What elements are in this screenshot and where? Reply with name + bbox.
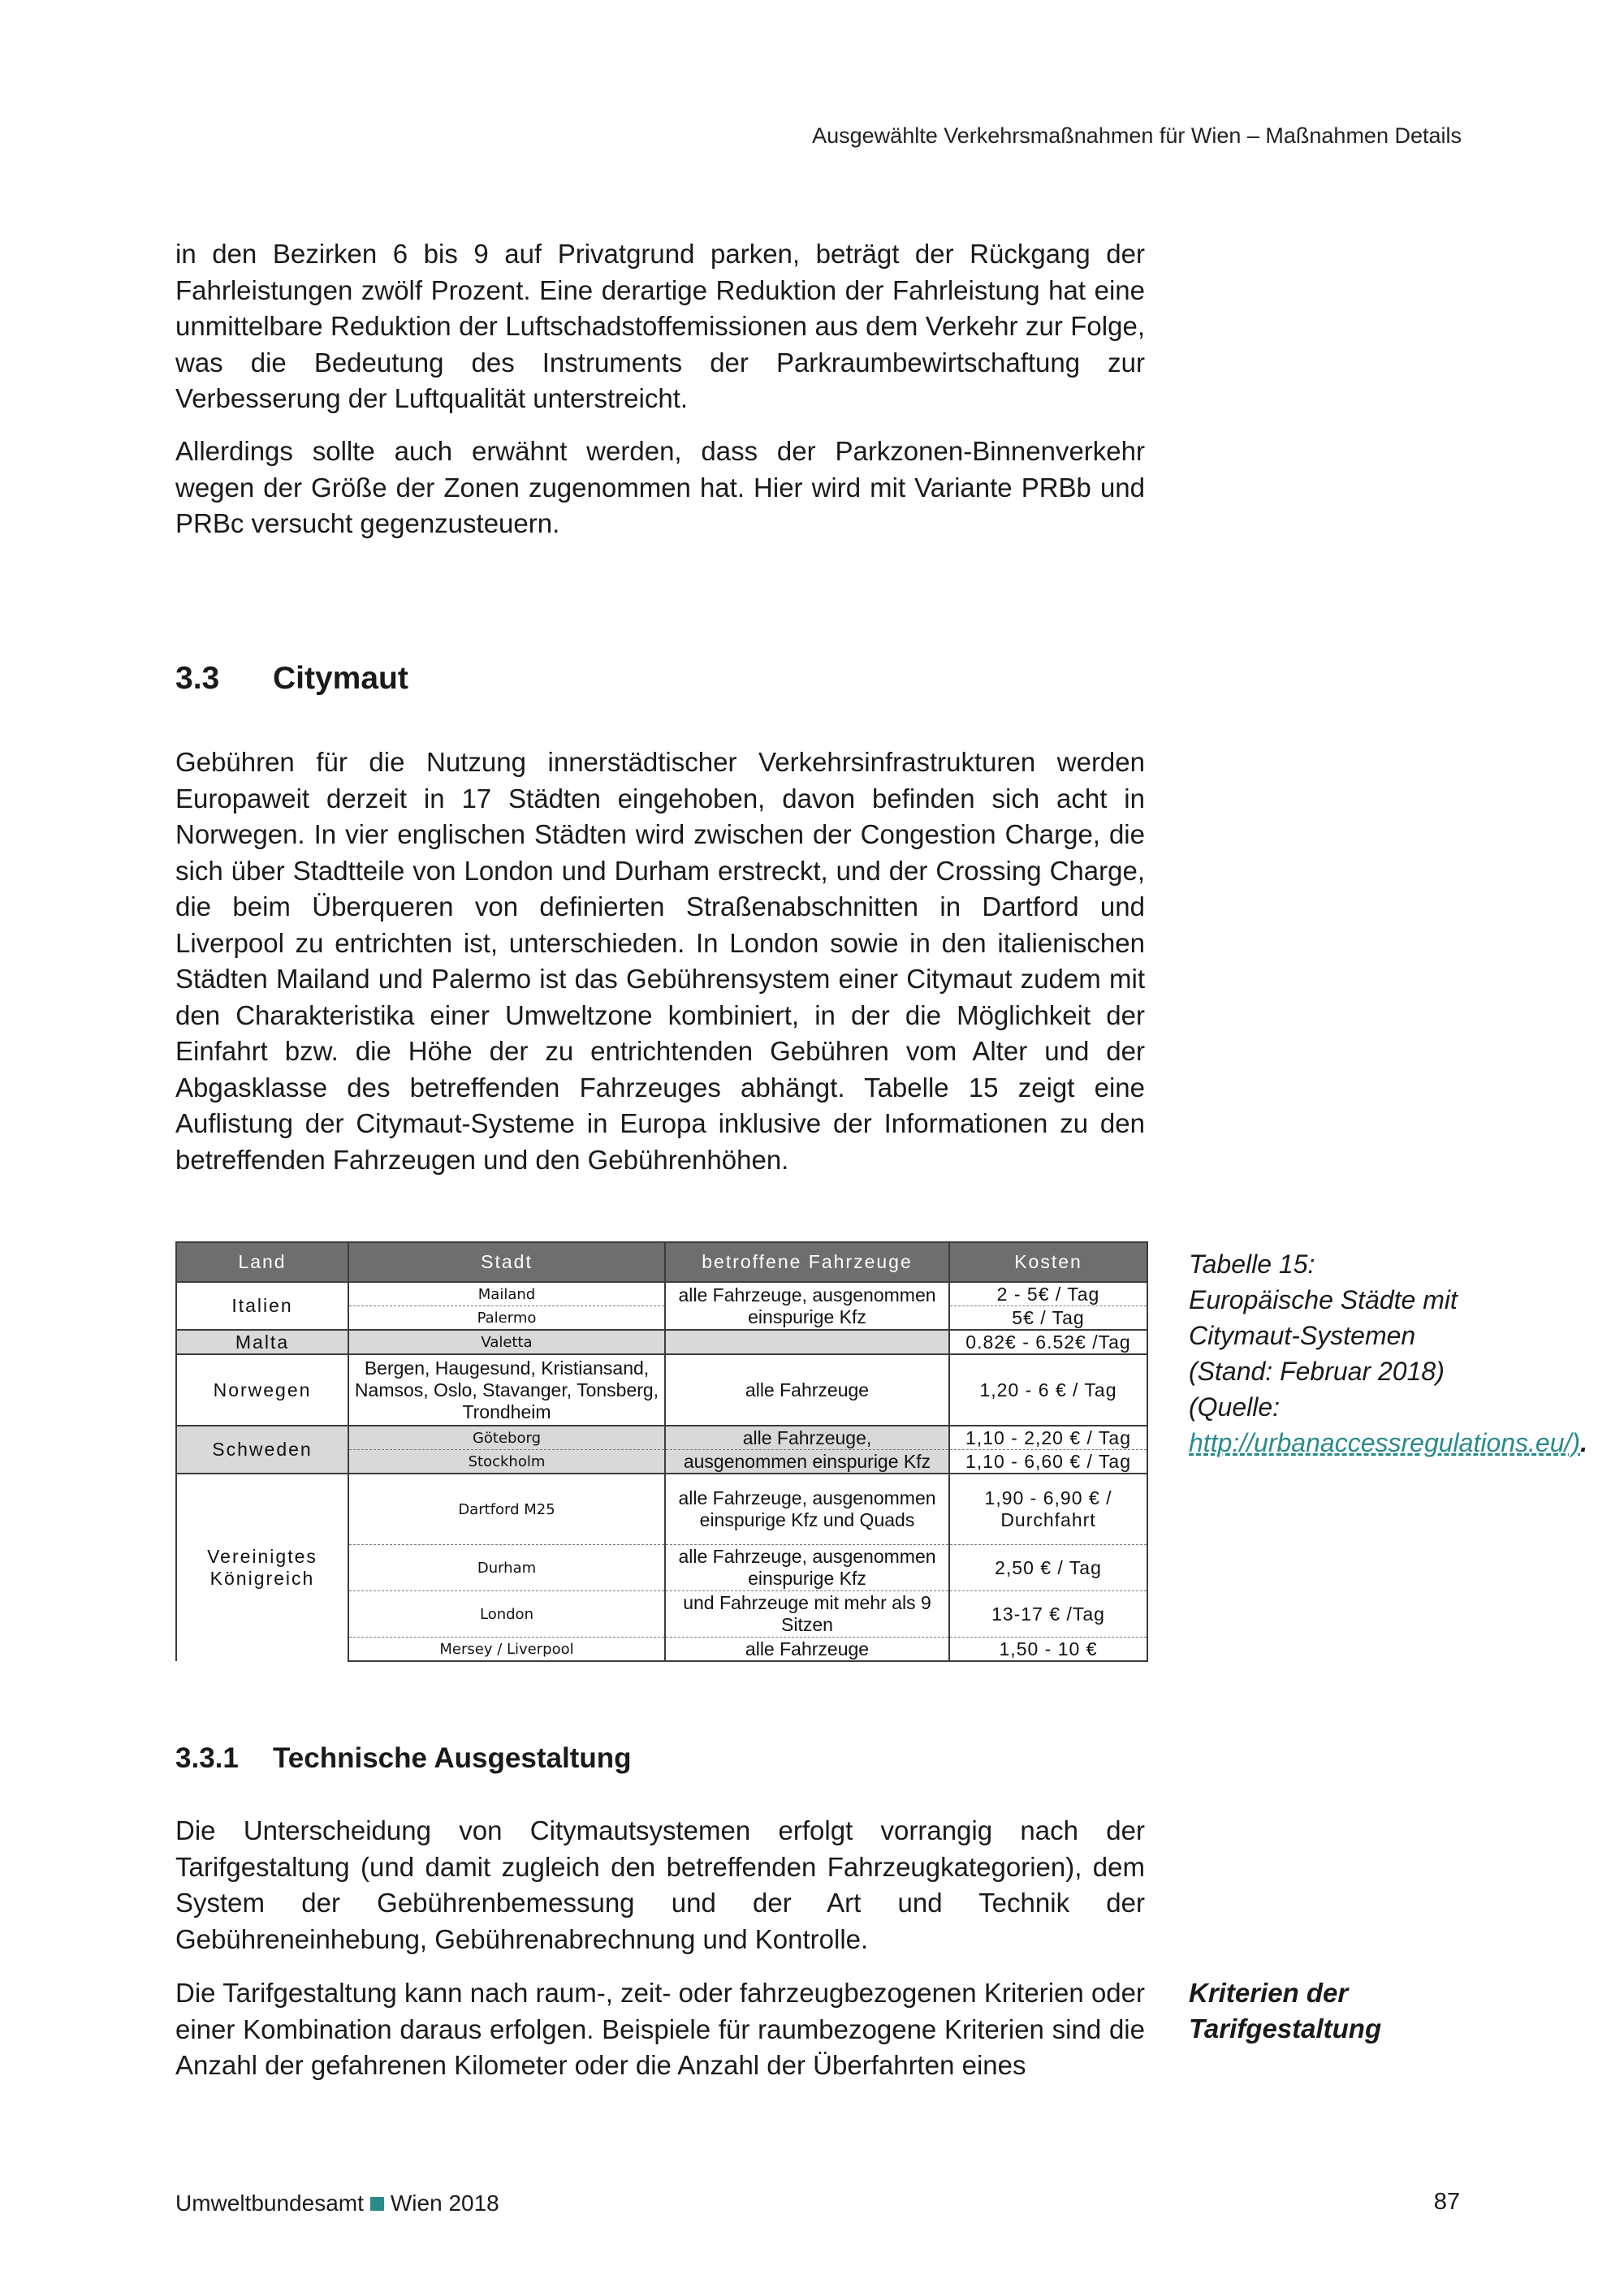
cell-cost-dartford: 1,90 - 6,90 € / Durchfahrt <box>949 1474 1147 1545</box>
cell-cost-valetta: 0.82€ - 6.52€ /Tag <box>949 1330 1147 1354</box>
subsection-number: 3.3.1 <box>175 1742 239 1774</box>
table-row <box>176 1426 1147 1450</box>
header-land: Land <box>176 1242 348 1282</box>
header-fahrzeuge: betroffene Fahrzeuge <box>665 1242 949 1282</box>
subsection-title: Technische Ausgestaltung <box>273 1742 632 1774</box>
cell-city-palermo: Palermo <box>348 1306 665 1331</box>
body-paragraph-5: Die Tarifgestaltung kann nach raum-, zeit- oder fahrzeugbezogenen Kriterien oder einer Kombination daraus erfolgen. Beispiele für raumbezogene Kriterien sind die Anzahl der gefahrenen Kilometer oder die Anzahl der Überfahrten eines <box>175 1978 1145 2080</box>
section-heading <box>175 661 408 697</box>
cell-vehicles-mersey: alle Fahrzeuge <box>665 1638 949 1662</box>
running-header: Ausgewählte Verkehrsmaßnahmen für Wien – Maßnahmen Details <box>812 123 1462 148</box>
cell-city-valetta: Valetta <box>348 1330 665 1354</box>
body-paragraph-4: Die Unterscheidung von Citymautsystemen erfolgt vorrangig nach der Tarifgestaltung (und damit zugleich den betreffenden Fahrzeugkategorien), dem System der Gebührenbemessung und der Art und Technik der Gebühreneinhebung, Gebührenabrechnung und Kontrolle. <box>175 1815 1145 1954</box>
cell-vehicles-goteborg: alle Fahrzeuge, <box>665 1426 949 1450</box>
cell-cost-mailand: 2 - 5€ / Tag <box>949 1282 1147 1306</box>
cell-land-italien: Italien <box>176 1282 348 1330</box>
cell-city-mersey: Mersey / Liverpool <box>348 1638 665 1662</box>
body-paragraph-1: in den Bezirken 6 bis 9 auf Privatgrund parken, beträgt der Rückgang der Fahrleistungen zwölf Prozent. Eine derartige Reduktion der Fahrleistung hat eine unmittelbare Reduktion der Luftschadstoffemissionen aus dem Verkehr zur Folge, was die Bedeutung des Instruments der Parkraumbewirtschaftung zur Verbesserung der Luftqualität unterstreicht. <box>175 239 1145 413</box>
section-number: 3.3 <box>175 661 220 696</box>
cell-city-norwegen: Bergen, Haugesund, Kristiansand, Namsos, Oslo, Stavanger, Tonsberg, Trondheim <box>348 1354 665 1426</box>
cell-city-london: London <box>348 1591 665 1638</box>
cell-vehicles-dartford: alle Fahrzeuge, ausgenommen einspurige Kfz und Quads <box>665 1474 949 1545</box>
cell-city-dartford: Dartford M25 <box>348 1474 665 1545</box>
cell-cost-stockholm: 1,10 - 6,60 € / Tag <box>949 1450 1147 1474</box>
cell-cost-palermo: 5€ / Tag <box>949 1306 1147 1331</box>
cell-vehicles-malta <box>665 1330 949 1354</box>
subsection-heading <box>175 1742 631 1775</box>
publisher-name: Umweltbundesamt <box>175 2190 364 2216</box>
cell-vehicles-italien: alle Fahrzeuge, ausgenommen einspurige Kfz <box>665 1282 949 1330</box>
cell-city-durham: Durham <box>348 1545 665 1591</box>
page-number: 87 <box>1433 2189 1460 2215</box>
cell-land-malta: Malta <box>176 1330 348 1354</box>
place-year: Wien 2018 <box>390 2190 499 2216</box>
caption-end: . <box>1580 1428 1587 1457</box>
margin-note: Kriterien der Tarifgestaltung <box>1189 1978 1382 2044</box>
citymaut-table <box>175 1241 1148 1662</box>
table-row <box>176 1354 1147 1426</box>
cell-vehicles-norwegen: alle Fahrzeuge <box>665 1354 949 1426</box>
body-paragraph-3: Gebühren für die Nutzung innerstädtischer Verkehrsinfrastrukturen werden Europaweit derzeit in 17 Städten eingehoben, davon befinden sich acht in Norwegen. In vier englischen Städten wird zwischen der Congestion Charge, die sich über Stadtteile von London und Durham erstreckt, und der Crossing Charge, die beim Überqueren von definierten Straßenabschnitten in Dartford und Liverpool zu entrichten ist, unterschieden. In London sowie in den italienischen Städten Mailand und Palermo ist das Gebührensystem einer Citymaut zudem mit den Charakteristika einer Umweltzone kombiniert, in der die Möglichkeit der Einfahrt bzw. die Höhe der zu entrichtenden Gebühren vom Alter und der Abgasklasse des betreffenden Fahrzeuges abhängt. Tabelle 15 zeigt eine Auflistung der Citymaut-Systeme in Europa inklusive der Informationen zu den betreffenden Fahrzeugen und den Gebührenhöhen. <box>175 747 1145 1175</box>
table-row <box>176 1474 1147 1545</box>
cell-city-goteborg: Göteborg <box>348 1426 665 1450</box>
cell-cost-london: 13-17 € /Tag <box>949 1591 1147 1638</box>
table-row <box>176 1330 1147 1354</box>
cell-land-norwegen: Norwegen <box>176 1354 348 1426</box>
cell-vehicles-durham: alle Fahrzeuge, ausgenommen einspurige Kfz <box>665 1545 949 1591</box>
cell-cost-norwegen: 1,20 - 6 € / Tag <box>949 1354 1147 1426</box>
table-row <box>176 1282 1147 1306</box>
caption-label: Tabelle 15: <box>1189 1249 1315 1279</box>
table-header-row <box>176 1242 1147 1282</box>
cell-cost-mersey: 1,50 - 10 € <box>949 1638 1147 1662</box>
citymaut-table-container <box>175 1241 1147 1662</box>
caption-text: Europäische Städte mit Citymaut-Systemen (Stand: Februar 2018) (Quelle: <box>1189 1285 1458 1422</box>
header-stadt: Stadt <box>348 1242 665 1282</box>
cell-land-uk: Vereinigtes Königreich <box>176 1474 348 1661</box>
cell-city-mailand: Mailand <box>348 1282 665 1306</box>
table-caption <box>1189 1246 1587 1461</box>
cell-vehicles-london: und Fahrzeuge mit mehr als 9 Sitzen <box>665 1591 949 1638</box>
square-bullet-icon <box>370 2197 384 2211</box>
cell-land-schweden: Schweden <box>176 1426 348 1474</box>
footer-publisher <box>175 2190 499 2216</box>
section-title: Citymaut <box>273 661 408 696</box>
caption-source-link[interactable]: http://urbanaccessregulations.eu/) <box>1189 1428 1581 1457</box>
cell-cost-durham: 2,50 € / Tag <box>949 1545 1147 1591</box>
cell-cost-goteborg: 1,10 - 2,20 € / Tag <box>949 1426 1147 1450</box>
header-kosten: Kosten <box>949 1242 1147 1282</box>
cell-city-stockholm: Stockholm <box>348 1450 665 1474</box>
body-paragraph-2: Allerdings sollte auch erwähnt werden, dass der Parkzonen-Binnenverkehr wegen der Größe der Zonen zugenommen hat. Hier wird mit Variante PRBb und PRBc versucht gegenzusteuern. <box>175 436 1145 538</box>
cell-vehicles-stockholm: ausgenommen einspurige Kfz <box>665 1450 949 1474</box>
